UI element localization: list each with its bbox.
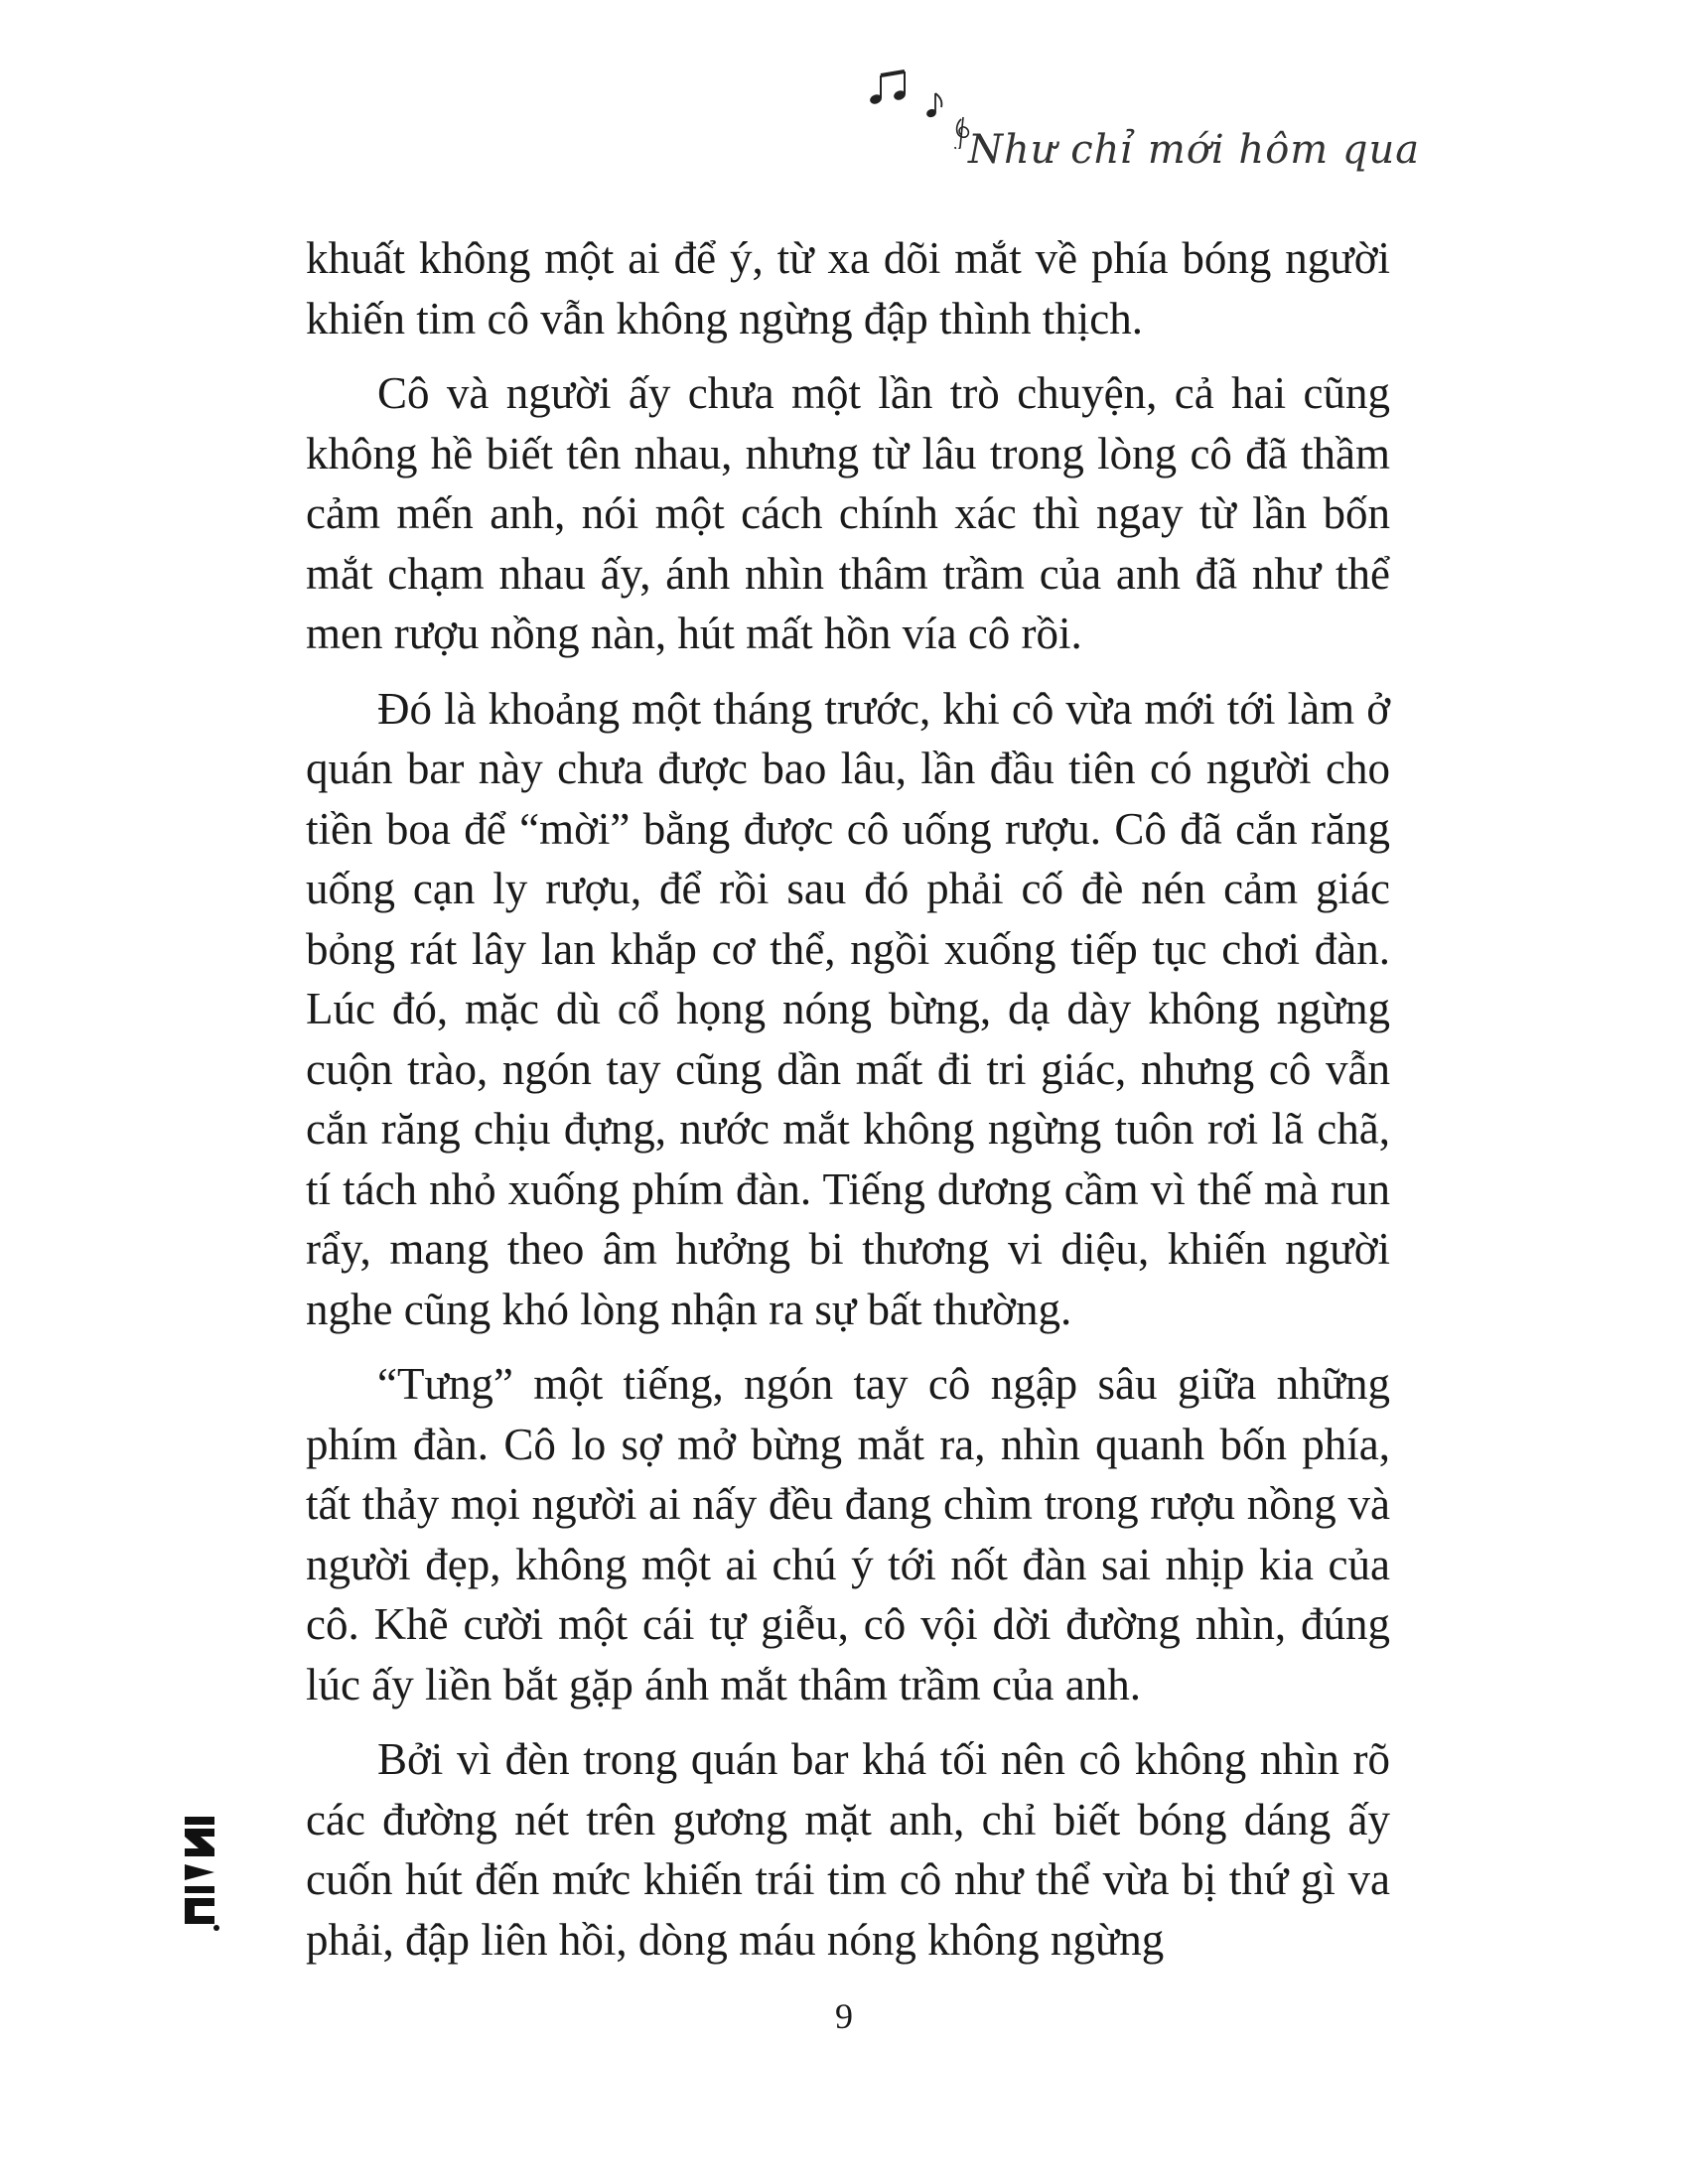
music-notes-icon [864,69,973,149]
publisher-logo-icon [181,1815,220,1932]
paragraph: Bởi vì đèn trong quán bar khá tối nên cô không nhìn rõ các đường nét trên gương mặt anh, chỉ biết bóng dáng ấy cuốn hút đến mức khiến trái tim cô như thể vừa bị thứ gì va phải, đập liên hồi, dòng máu nóng không ngừng [306,1734,1390,1965]
paragraph: khuất không một ai để ý, từ xa dõi mắt về phía bóng người khiến tim cô vẫn không ngừng đập thình thịch. [306,233,1390,343]
paragraph: Đó là khoảng một tháng trước, khi cô vừa mới tới làm ở quán bar này chưa được bao lâu, lần đầu tiên có người cho tiền boa để “mời” bằng được cô uống rượu. Cô đã cắn răng uống cạn ly rượu, để rồi sau đó phải cố đè nén cảm giác bỏng rát lây lan khắp cơ thể, ngồi xuống tiếp tục chơi đàn. Lúc đó, mặc dù cổ họng nóng bừng, dạ dày không ngừng cuộn trào, ngón tay cũng dần mất đi tri giác, nhưng cô vẫn cắn răng chịu đựng, nước mắt không ngừng tuôn rơi lã chã, tí tách nhỏ xuống phím đàn. Tiếng dương cầm vì thế mà run rẩy, mang theo âm hưởng bi thương vi diệu, khiến người nghe cũng khó lòng nhận ra sự bất thường. [306,683,1390,1334]
paragraph: Cô và người ấy chưa một lần trò chuyện, cả hai cũng không hề biết tên nhau, nhưng từ lâu trong lòng cô đã thầm cảm mến anh, nói một cách chính xác thì ngay từ lần bốn mắt chạm nhau ấy, ánh nhìn thâm trầm của anh đã như thể men rượu nồng nàn, hút mất hồn vía cô rồi. [306,368,1390,658]
header-title: Như chỉ mới hôm qua [968,127,1421,173]
running-header [854,69,1421,179]
paragraph: “Tưng” một tiếng, ngón tay cô ngập sâu giữa những phím đàn. Cô lo sợ mở bừng mắt ra, nhìn quanh bốn phía, tất thảy mọi người ai nấy đều đang chìm trong rượu nồng và người đẹp, không một ai chú ý tới nốt đàn sai nhịp kia của cô. Khẽ cười một cái tự giễu, cô vội dời đường nhìn, đúng lúc ấy liền bắt gặp ánh mắt thâm trầm của anh. [306,1359,1390,1709]
page-number: 9 [835,1996,853,2036]
body-text [306,228,1390,1984]
